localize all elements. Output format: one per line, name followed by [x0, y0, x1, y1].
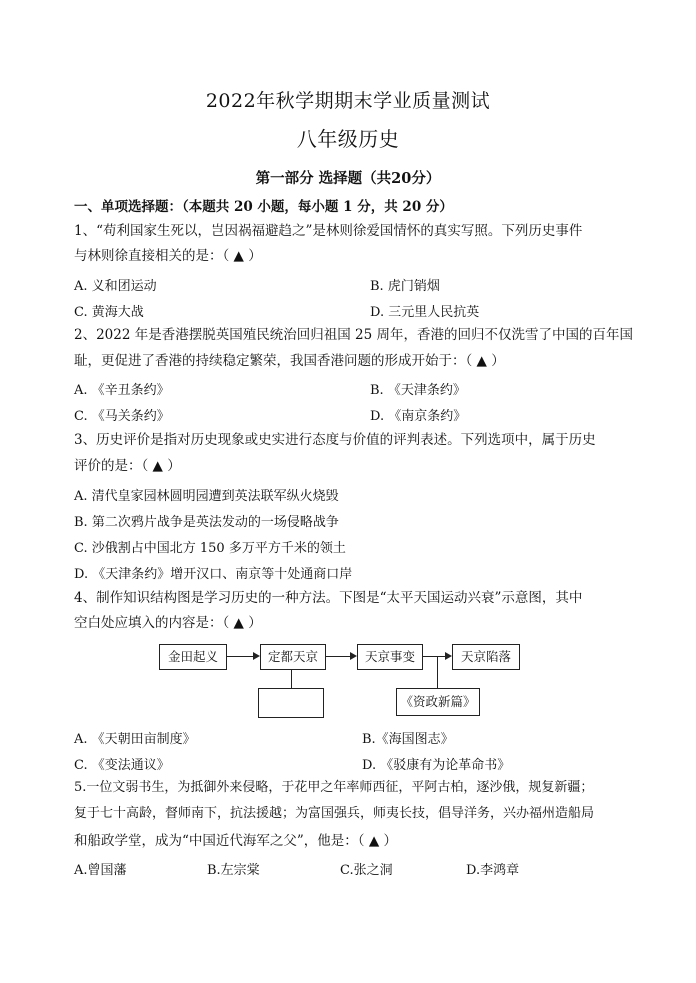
- exam-subtitle: 八年级历史: [296, 127, 400, 151]
- q3-option-b: B. 第二次鸦片战争是英法发动的一场侵略战争: [74, 515, 339, 530]
- diagram-box-zizheng: 《资政新篇》: [396, 688, 480, 716]
- q2-option-c: C. 《马关条约》: [74, 409, 170, 424]
- q5-option-d: D.李鸿章: [466, 863, 520, 878]
- q4-stem-line2: 空白处应填入的内容是：（ ▲ ）: [74, 615, 262, 631]
- diagram-arrowhead-2: [350, 652, 357, 660]
- diagram-box-shibian: 天京事变: [357, 644, 423, 670]
- q4-option-d: D. 《驳康有为论革命书》: [362, 758, 511, 773]
- diagram-arrow-3: [422, 656, 446, 657]
- q1-option-d: D. 三元里人民抗英: [370, 305, 480, 320]
- diagram-blank-box: [258, 688, 324, 718]
- part-heading: 一、单项选择题：（本题共 20 小题，每小题 1 分，共 20 分）: [74, 199, 453, 215]
- diagram-box-tianjing: 定都天京: [260, 644, 326, 670]
- q2-stem-line1: 2、2022 年是香港摆脱英国殖民统治回归祖国 25 周年，香港的回归不仅洗雪了中国的百年国: [74, 327, 633, 343]
- q2-option-d: D. 《南京条约》: [370, 409, 467, 424]
- q4-stem-line1: 4、制作知识结构图是学习历史的一种方法。下图是“太平天国运动兴衰”示意图，其中: [74, 590, 583, 606]
- q3-option-d: D. 《天津条约》增开汉口、南京等十处通商口岸: [74, 567, 353, 582]
- section-heading: 第一部分 选择题（共20分）: [255, 170, 441, 187]
- q3-stem-line2: 评价的是：（ ▲ ）: [74, 458, 181, 474]
- q5-option-b: B.左宗棠: [207, 863, 260, 878]
- q4-option-c: C. 《变法通议》: [74, 758, 170, 773]
- diagram-box-xianluo: 天京陷落: [452, 644, 520, 670]
- q4-option-b: B.《海国图志》: [362, 732, 454, 747]
- exam-title: 2022年秋学期期末学业质量测试: [205, 90, 491, 112]
- q2-stem-line2: 耻，更促进了香港的持续稳定繁荣，我国香港问题的形成开始于：（ ▲ ）: [74, 353, 505, 369]
- diagram-arrow-2: [325, 656, 351, 657]
- q1-option-c: C. 黄海大战: [74, 305, 144, 320]
- q1-stem-line2: 与林则徐直接相关的是：（ ▲ ）: [74, 248, 262, 264]
- q2-option-b: B. 《天津条约》: [370, 383, 466, 398]
- q2-option-a: A. 《辛丑条约》: [74, 383, 170, 398]
- q5-option-c: C.张之洞: [340, 863, 393, 878]
- q5-stem-line2: 复于七十高龄，督师南下，抗法援越；为富国强兵，师夷长技，倡导洋务，兴办福州造船局: [74, 806, 595, 821]
- diagram-connector-down: [291, 669, 292, 688]
- q1-option-b: B. 虎门销烟: [370, 279, 440, 294]
- q5-option-a: A.曾国藩: [74, 863, 127, 878]
- diagram-arrowhead-3: [445, 652, 452, 660]
- q1-option-a: A. 义和团运动: [74, 279, 157, 294]
- diagram-arrow-1: [226, 656, 254, 657]
- q3-option-a: A. 清代皇家园林圆明园遭到英法联军纵火烧毁: [74, 489, 339, 504]
- diagram-arrowhead-1: [253, 652, 260, 660]
- q5-stem-line1: 5.一位文弱书生，为抵御外来侵略，于花甲之年率师西征，平阿古柏，逐沙俄，规复新疆；: [74, 780, 594, 795]
- q4-option-a: A. 《天朝田亩制度》: [74, 732, 196, 747]
- diagram-box-jintian: 金田起义: [159, 644, 227, 670]
- q3-stem-line1: 3、历史评价是指对历史现象或史实进行态度与价值的评判表述。下列选项中，属于历史: [74, 432, 596, 448]
- q1-stem-line1: 1、“苟利国家生死以，岂因祸福避趋之”是林则徐爱国情怀的真实写照。下列历史事件: [74, 223, 583, 239]
- diagram-connector-book: [437, 656, 438, 688]
- q5-stem-line3: 和船政学堂，成为“中国近代海军之父”，他是：（ ▲ ）: [74, 833, 398, 849]
- q3-option-c: C. 沙俄割占中国北方 150 多万平方千米的领土: [74, 541, 346, 556]
